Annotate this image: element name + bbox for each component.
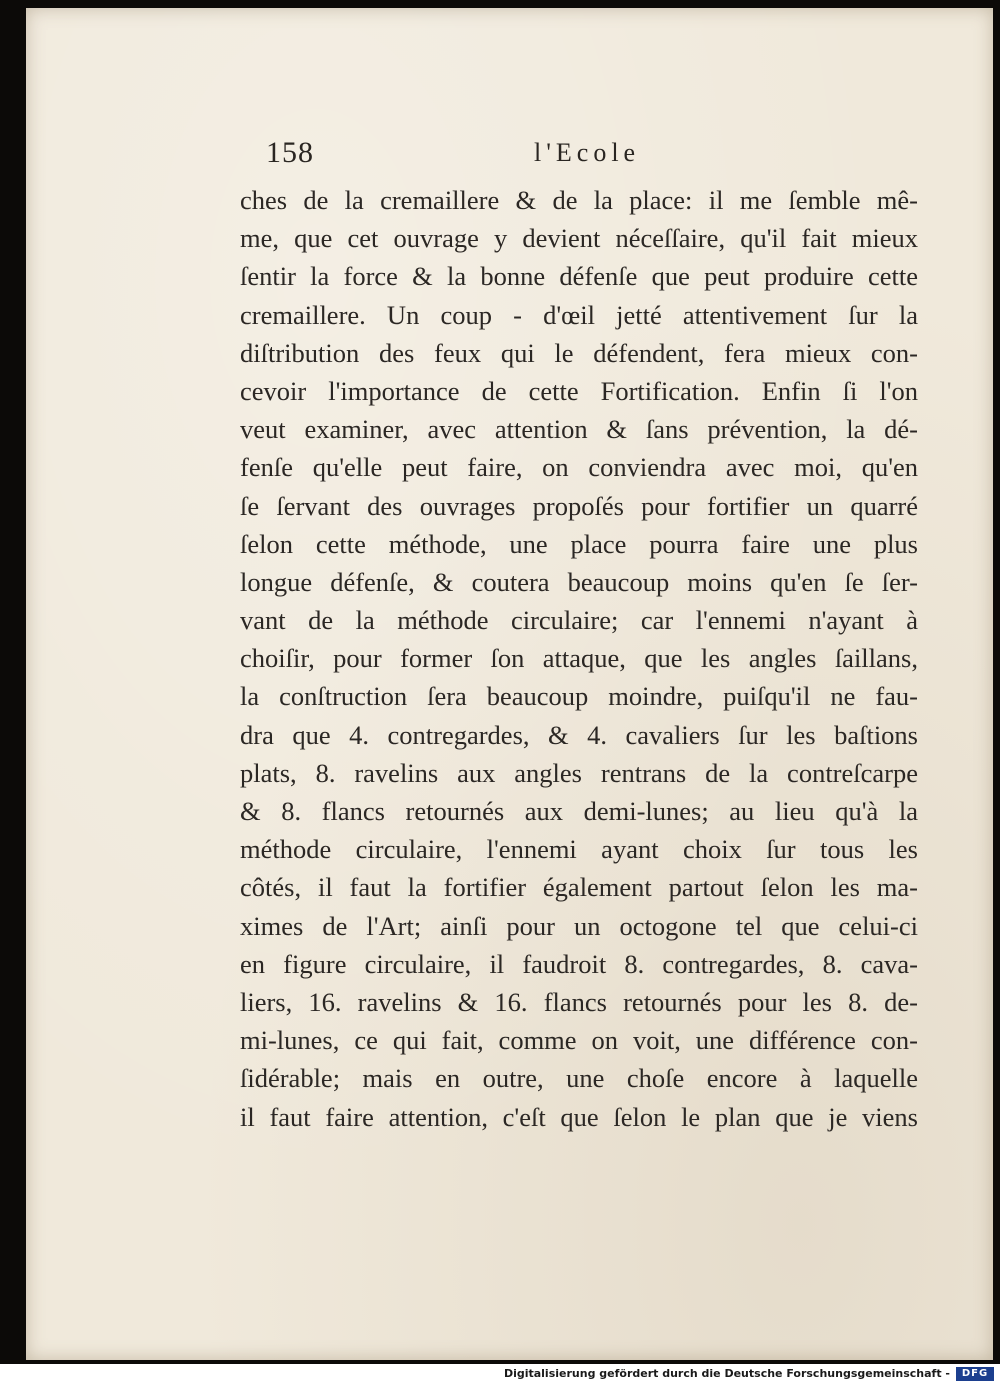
dfg-logo: DFG	[956, 1367, 994, 1381]
text-line: il faut faire attention, c'eſt que ſelon le plan que je viens	[240, 1101, 918, 1132]
text-line: liers, 16. ravelins & 16. flancs retournés pour les 8. de-	[240, 986, 918, 1017]
body-text	[240, 181, 918, 1136]
running-head	[266, 136, 946, 176]
text-line: fenſe qu'elle peut faire, on conviendra avec moi, qu'en	[240, 452, 918, 483]
running-title: l'Ecole	[534, 138, 641, 167]
text-line: ſe ſervant des ouvrages propoſés pour fortifier un quarré	[240, 490, 918, 521]
text-line: vant de la méthode circulaire; car l'ennemi n'ayant à	[240, 605, 918, 636]
text-line: en figure circulaire, il faudroit 8. contregardes, 8. cava-	[240, 948, 918, 979]
text-line: ſentir la force & la bonne défenſe que peut produire cette	[240, 261, 918, 292]
text-line: mi-lunes, ce qui fait, comme on voit, une différence con-	[240, 1025, 918, 1056]
text-line: ximes de l'Art; ainſi pour un octogone tel que celui-ci	[240, 910, 918, 941]
text-line: veut examiner, avec attention & ſans prévention, la dé-	[240, 414, 918, 445]
text-line: ches de la cremaillere & de la place: il me ſemble mê-	[240, 185, 918, 215]
text-line: côtés, il faut la fortifier également partout ſelon les ma-	[240, 872, 918, 903]
text-line: cremaillere. Un coup - d'œil jetté attentivement ſur la	[240, 299, 918, 330]
text-line: diſtribution des feux qui le défendent, fera mieux con-	[240, 337, 918, 368]
text-line: plats, 8. ravelins aux angles rentrans de la contreſcarpe	[240, 757, 918, 788]
text-line: méthode circulaire, l'ennemi ayant choix ſur tous les	[240, 834, 918, 865]
text-line: choiſir, pour former ſon attaque, que les angles ſaillans,	[240, 643, 918, 674]
text-line: & 8. flancs retournés aux demi-lunes; au lieu qu'à la	[240, 796, 918, 826]
text-line: longue défenſe, & coutera beaucoup moins qu'en ſe ſer-	[240, 566, 918, 597]
funding-credit: Digitalisierung gefördert durch die Deutsche Forschungsgemeinschaft -	[503, 1367, 950, 1380]
text-line: ſelon cette méthode, une place pourra faire une plus	[240, 528, 918, 559]
text-line: me, que cet ouvrage y devient néceſſaire, qu'il fait mieux	[240, 223, 918, 254]
text-line: ſidérable; mais en outre, une choſe encore à laquelle	[240, 1063, 918, 1094]
footer-bar	[0, 1364, 1000, 1384]
text-line: dra que 4. contregardes, & 4. cavaliers ſur les baſtions	[240, 719, 918, 750]
text-line: la conſtruction ſera beaucoup moindre, puiſqu'il ne fau-	[240, 681, 918, 712]
page-number: 158	[266, 136, 314, 169]
text-line: cevoir l'importance de cette Fortification. Enfin ſi l'on	[240, 375, 918, 406]
